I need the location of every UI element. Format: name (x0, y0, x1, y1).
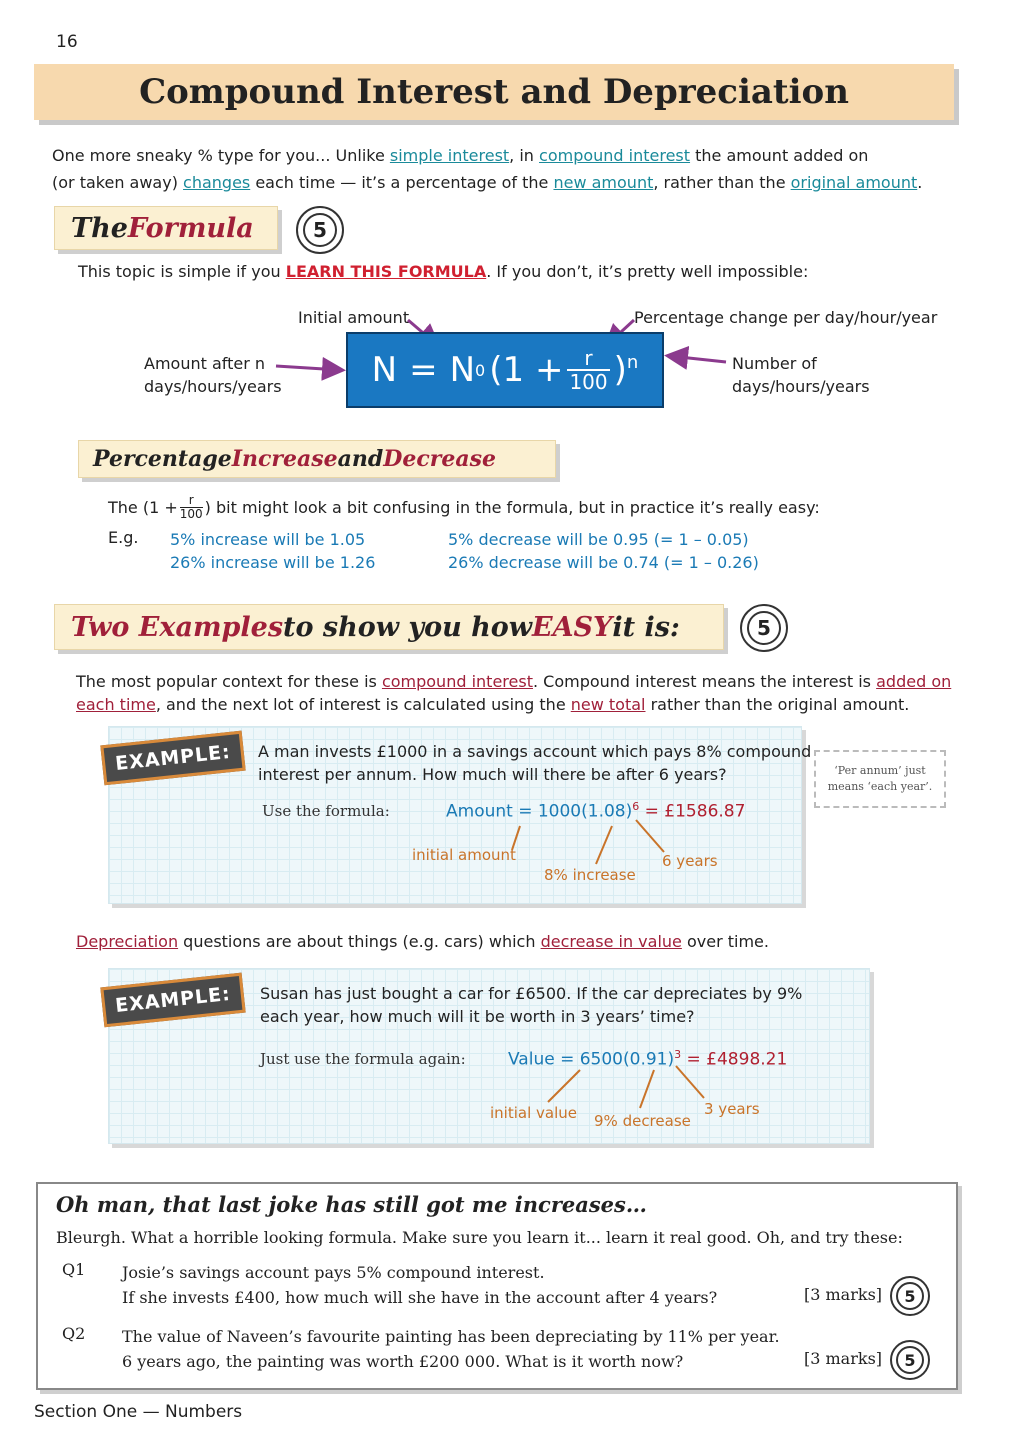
note-line: means ‘each year’. (827, 780, 933, 793)
page-title: Compound Interest and Depreciation (139, 72, 849, 112)
each-time-term: each time (76, 695, 156, 714)
q2-number: Q2 (62, 1324, 86, 1343)
calc-result: = £1586.87 (639, 801, 746, 822)
formula-n0: N (449, 350, 476, 390)
formula-intro-text: This topic is simple if you (78, 262, 286, 281)
label-line: days/hours/years (732, 377, 870, 396)
depreciation-text: questions are about things (e.g. cars) which (178, 932, 541, 951)
example-2-use-formula: Just use the formula again: (260, 1050, 466, 1068)
para-text: , and the next lot of interest is calculated using the (155, 695, 571, 714)
calc-text: Value = 6500(0.91) (508, 1049, 675, 1070)
label-line: Number of (732, 354, 817, 373)
intro-text: , rather than the (653, 173, 791, 192)
intro-text: One more sneaky % type for you... Unlike (52, 146, 390, 165)
intro-text: each time — it’s a percentage of the (250, 173, 554, 192)
heading-highlight: Two Examples (71, 611, 284, 643)
heading-highlight: Formula (127, 212, 254, 244)
q1-marks: [3 marks] (804, 1285, 883, 1304)
question-line: 6 years ago, the painting was worth £200 000. What is it worth now? (122, 1352, 684, 1371)
calc-exp: 6 (632, 800, 640, 813)
depreciation-term: Depreciation (76, 932, 179, 951)
q2-text (122, 1324, 780, 1374)
increase-example: 26% increase will be 1.26 (170, 553, 376, 572)
formula-close: ) (613, 350, 627, 390)
q1-text (122, 1260, 717, 1310)
fraction-num: r (188, 493, 194, 507)
label-line: days/hours/years (144, 377, 282, 396)
calc-text: Amount = 1000(1.08) (446, 801, 633, 822)
example-1-tag: EXAMPLE: (100, 731, 245, 786)
intro-text: , in (509, 146, 540, 165)
example-1-ann-years: 6 years (662, 852, 718, 870)
heading-highlight: Decrease (383, 446, 496, 472)
question-line: Josie’s savings account pays 5% compound interest. (122, 1263, 545, 1282)
intro-text: the amount added on (690, 146, 869, 165)
q1-number: Q1 (62, 1260, 86, 1279)
page-number: 16 (56, 32, 78, 52)
heading-text: Percentage (93, 446, 232, 472)
formula-n: N (371, 350, 398, 390)
heading-text: The (71, 212, 128, 244)
section-footer: Section One — Numbers (34, 1402, 243, 1422)
learn-this-formula: LEARN THIS FORMULA (285, 262, 487, 281)
formula-sub: 0 (475, 360, 486, 380)
question-line: A man invests £1000 in a savings account which pays 8% compound (258, 742, 812, 761)
heading-highlight: EASY (532, 611, 613, 643)
example-2-ann-initial: initial value (490, 1104, 577, 1122)
calc-exp: 3 (674, 1048, 682, 1061)
fraction-den: 100 (569, 370, 608, 394)
formula-exp: n (626, 351, 639, 373)
practice-title: Oh man, that last joke has still got me increases… (56, 1192, 647, 1217)
example-1-ann-increase: 8% increase (544, 866, 636, 884)
fraction-den: 100 (179, 507, 203, 521)
decrease-example: 26% decrease will be 0.74 (= 1 – 0.26) (448, 553, 759, 572)
decrease-in-value-term: decrease in value (540, 932, 682, 951)
grade-value: 5 (896, 1282, 924, 1310)
ann-line-decrease (640, 1070, 654, 1108)
new-amount-term: new amount (553, 173, 654, 192)
example-1-ann-initial: initial amount (412, 846, 516, 864)
formula-intro-text: . If you don’t, it’s pretty well impossible: (486, 262, 809, 281)
example-2-ann-decrease: 9% decrease (594, 1112, 691, 1130)
intro-text: (or taken away) (52, 173, 184, 192)
grade-value: 5 (747, 611, 781, 645)
question-line: The value of Naveen’s favourite painting has been depreciating by 11% per year. (122, 1327, 780, 1346)
explainer-text: ) bit might look a bit confusing in the formula, but in practice it’s really easy: (204, 498, 820, 517)
heading-text: it is: (612, 611, 680, 643)
heading-text: and (337, 446, 384, 472)
para-text: rather than the original amount. (645, 695, 910, 714)
decrease-example: 5% decrease will be 0.95 (= 1 – 0.05) (448, 530, 749, 549)
changes-term: changes (183, 173, 251, 192)
compound-interest-term: compound interest (539, 146, 691, 165)
example-2-ann-years: 3 years (704, 1100, 760, 1118)
label-line: Amount after n (144, 354, 266, 373)
practice-intro: Bleurgh. What a horrible looking formula. Make sure you learn it... learn it real good. Oh, and try these: (56, 1228, 903, 1247)
example-2-tag: EXAMPLE: (100, 973, 245, 1028)
formula-equals: = (409, 350, 438, 390)
ann-line-years (676, 1066, 704, 1098)
question-line: If she invests £400, how much will she have in the account after 4 years? (122, 1288, 718, 1307)
new-total-term: new total (570, 695, 646, 714)
example-1-use-formula: Use the formula: (262, 802, 390, 820)
question-line: interest per annum. How much will there be after 6 years? (258, 765, 727, 784)
para-text: The most popular context for these is (76, 672, 382, 691)
question-line: Susan has just bought a car for £6500. If the car depreciates by 9% (260, 984, 803, 1003)
practice-box (36, 1182, 958, 1390)
ann-line-initial (548, 1070, 580, 1102)
question-line: each year, how much will it be worth in 3 years’ time? (260, 1007, 695, 1026)
grade-badge (890, 1276, 930, 1316)
compound-interest-term: compound interest (381, 672, 533, 691)
para-text: . Compound interest means the interest is (532, 672, 877, 691)
fraction-num: r (584, 346, 593, 370)
heading-highlight: Increase (231, 446, 338, 472)
grade-value: 5 (896, 1346, 924, 1374)
label-initial-amount: Initial amount (298, 308, 410, 327)
grade-value: 5 (303, 213, 337, 247)
grade-badge (890, 1340, 930, 1380)
calc-result: = £4898.21 (681, 1049, 788, 1070)
heading-text: to show you how (283, 611, 533, 643)
formula-open: (1 + (489, 350, 564, 390)
note-line: ‘Per annum’ just (834, 764, 926, 777)
simple-interest-term: simple interest (389, 146, 510, 165)
explainer-text: The (1 + (108, 498, 178, 517)
label-percentage-change: Percentage change per day/hour/year (634, 308, 938, 327)
eg-label: E.g. (108, 528, 139, 547)
intro-text: . (917, 173, 923, 192)
added-on-term: added on (876, 672, 952, 691)
original-amount-term: original amount (790, 173, 918, 192)
depreciation-text: over time. (681, 932, 769, 951)
increase-example: 5% increase will be 1.05 (170, 530, 366, 549)
q2-marks: [3 marks] (804, 1349, 883, 1368)
